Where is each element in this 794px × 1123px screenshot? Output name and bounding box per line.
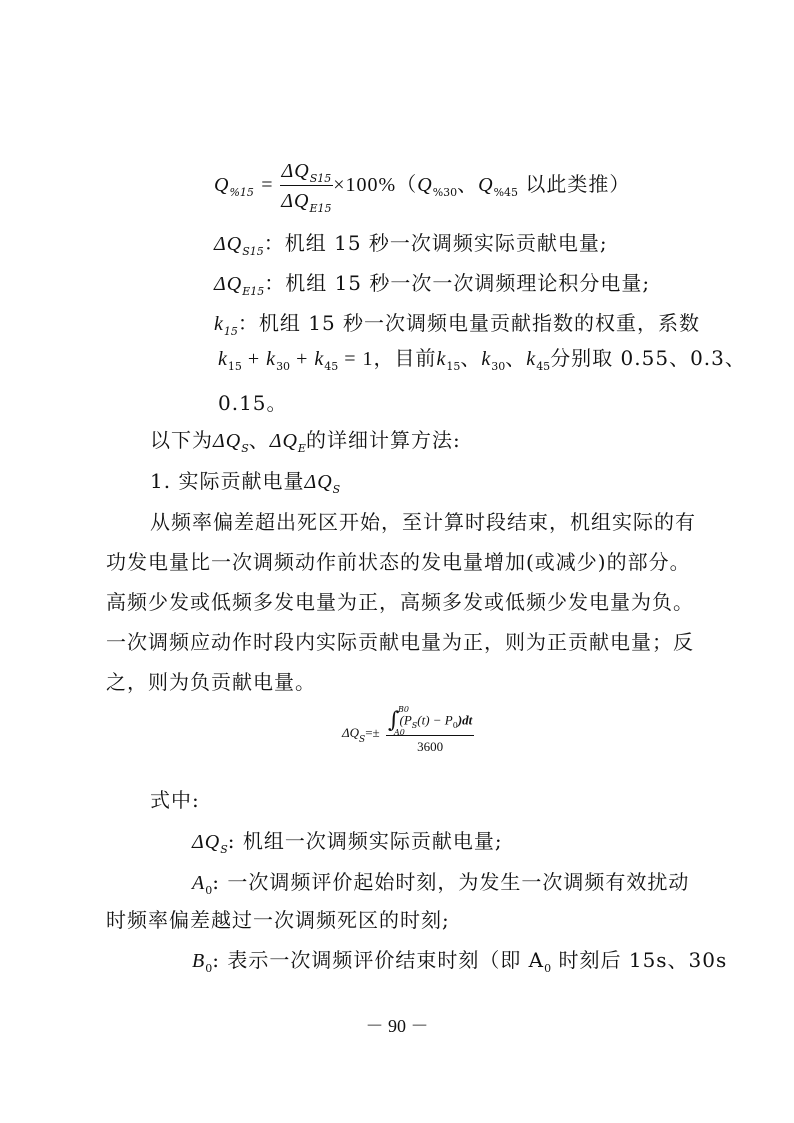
integral-sign: ∫ B0 A0 bbox=[388, 705, 409, 737]
where-label: 式中: bbox=[150, 788, 200, 812]
where-def-b0: $B_0$: 表示一次调频评价结束时刻（即 $A_0$ 时刻后 15s、30s bbox=[192, 948, 728, 975]
page-number: － 90 － bbox=[365, 1016, 429, 1036]
section-heading: 1. 实际贡献电量$\Delta Q_S$ bbox=[150, 469, 341, 496]
def-k-cont: 0.15。 bbox=[218, 391, 288, 415]
def-delta-qe15: $\Delta Q_{E15}$：机组 15 秒一次一次调频理论积分电量; bbox=[214, 271, 651, 298]
def-k15: $k_{15}$：机组 15 秒一次调频电量贡献指数的权重，系数 bbox=[214, 311, 701, 338]
paragraph-line: 之，则为负贡献电量。 bbox=[106, 670, 316, 694]
paragraph-line: 从频率偏差超出死区开始，至计算时段结束，机组实际的有 bbox=[150, 510, 696, 534]
def-delta-qs15: $\Delta Q_{S15}$：机组 15 秒一次调频实际贡献电量; bbox=[214, 231, 608, 258]
def-k-sum: $k_{15} + k_{30} + k_{45} = 1$，目前$k_{15}$、$k_{30}$、$k_{45}$分别取 0.55、0.3、 bbox=[218, 346, 746, 373]
formula-fraction: $\frac{\Delta Q_{S15}}{\Delta Q_{E15}}$ bbox=[281, 160, 332, 215]
formula-times: ×100% bbox=[333, 174, 397, 196]
paragraph-line: 功发电量比一次调频动作前状态的发电量增加(或减少)的部分。 bbox=[106, 550, 691, 574]
formula-fraction-integral: ∫ B0 A0 $(P_S(t) - P_0)dt$ 3600 bbox=[388, 705, 473, 754]
formula-q15: $Q_{\%15}$ = $\frac{\Delta Q_{S15}}{\Delta Q_{E15}}$ $\times 100\%(Q_{\%30}$、$Q_{\%45}$ 以此类推） bbox=[214, 160, 631, 215]
where-def-a0-cont: 时频率偏差越过一次调频死区的时刻; bbox=[106, 908, 450, 932]
intro-line: 以下为$\Delta Q_S$、$\Delta Q_E$的详细计算方法: bbox=[150, 428, 461, 455]
paragraph-line: 一次调频应动作时段内实际贡献电量为正，则为正贡献电量；反 bbox=[106, 630, 694, 654]
where-def-a0: $A_0$: 一次调频评价起始时刻，为发生一次调频有效扰动 bbox=[192, 870, 690, 897]
paragraph-line: 高频少发或低频多发电量为正，高频多发或低频少发电量为负。 bbox=[106, 590, 694, 614]
where-def-delta-qs: $\Delta Q_S$: 机组一次调频实际贡献电量; bbox=[192, 829, 503, 856]
formula-delta-qs: $\Delta Q_S=\pm$ ∫ B0 A0 $(P_S(t) - P_0)dt$ 3600 bbox=[342, 705, 473, 754]
formula-lhs: Q bbox=[214, 174, 230, 196]
